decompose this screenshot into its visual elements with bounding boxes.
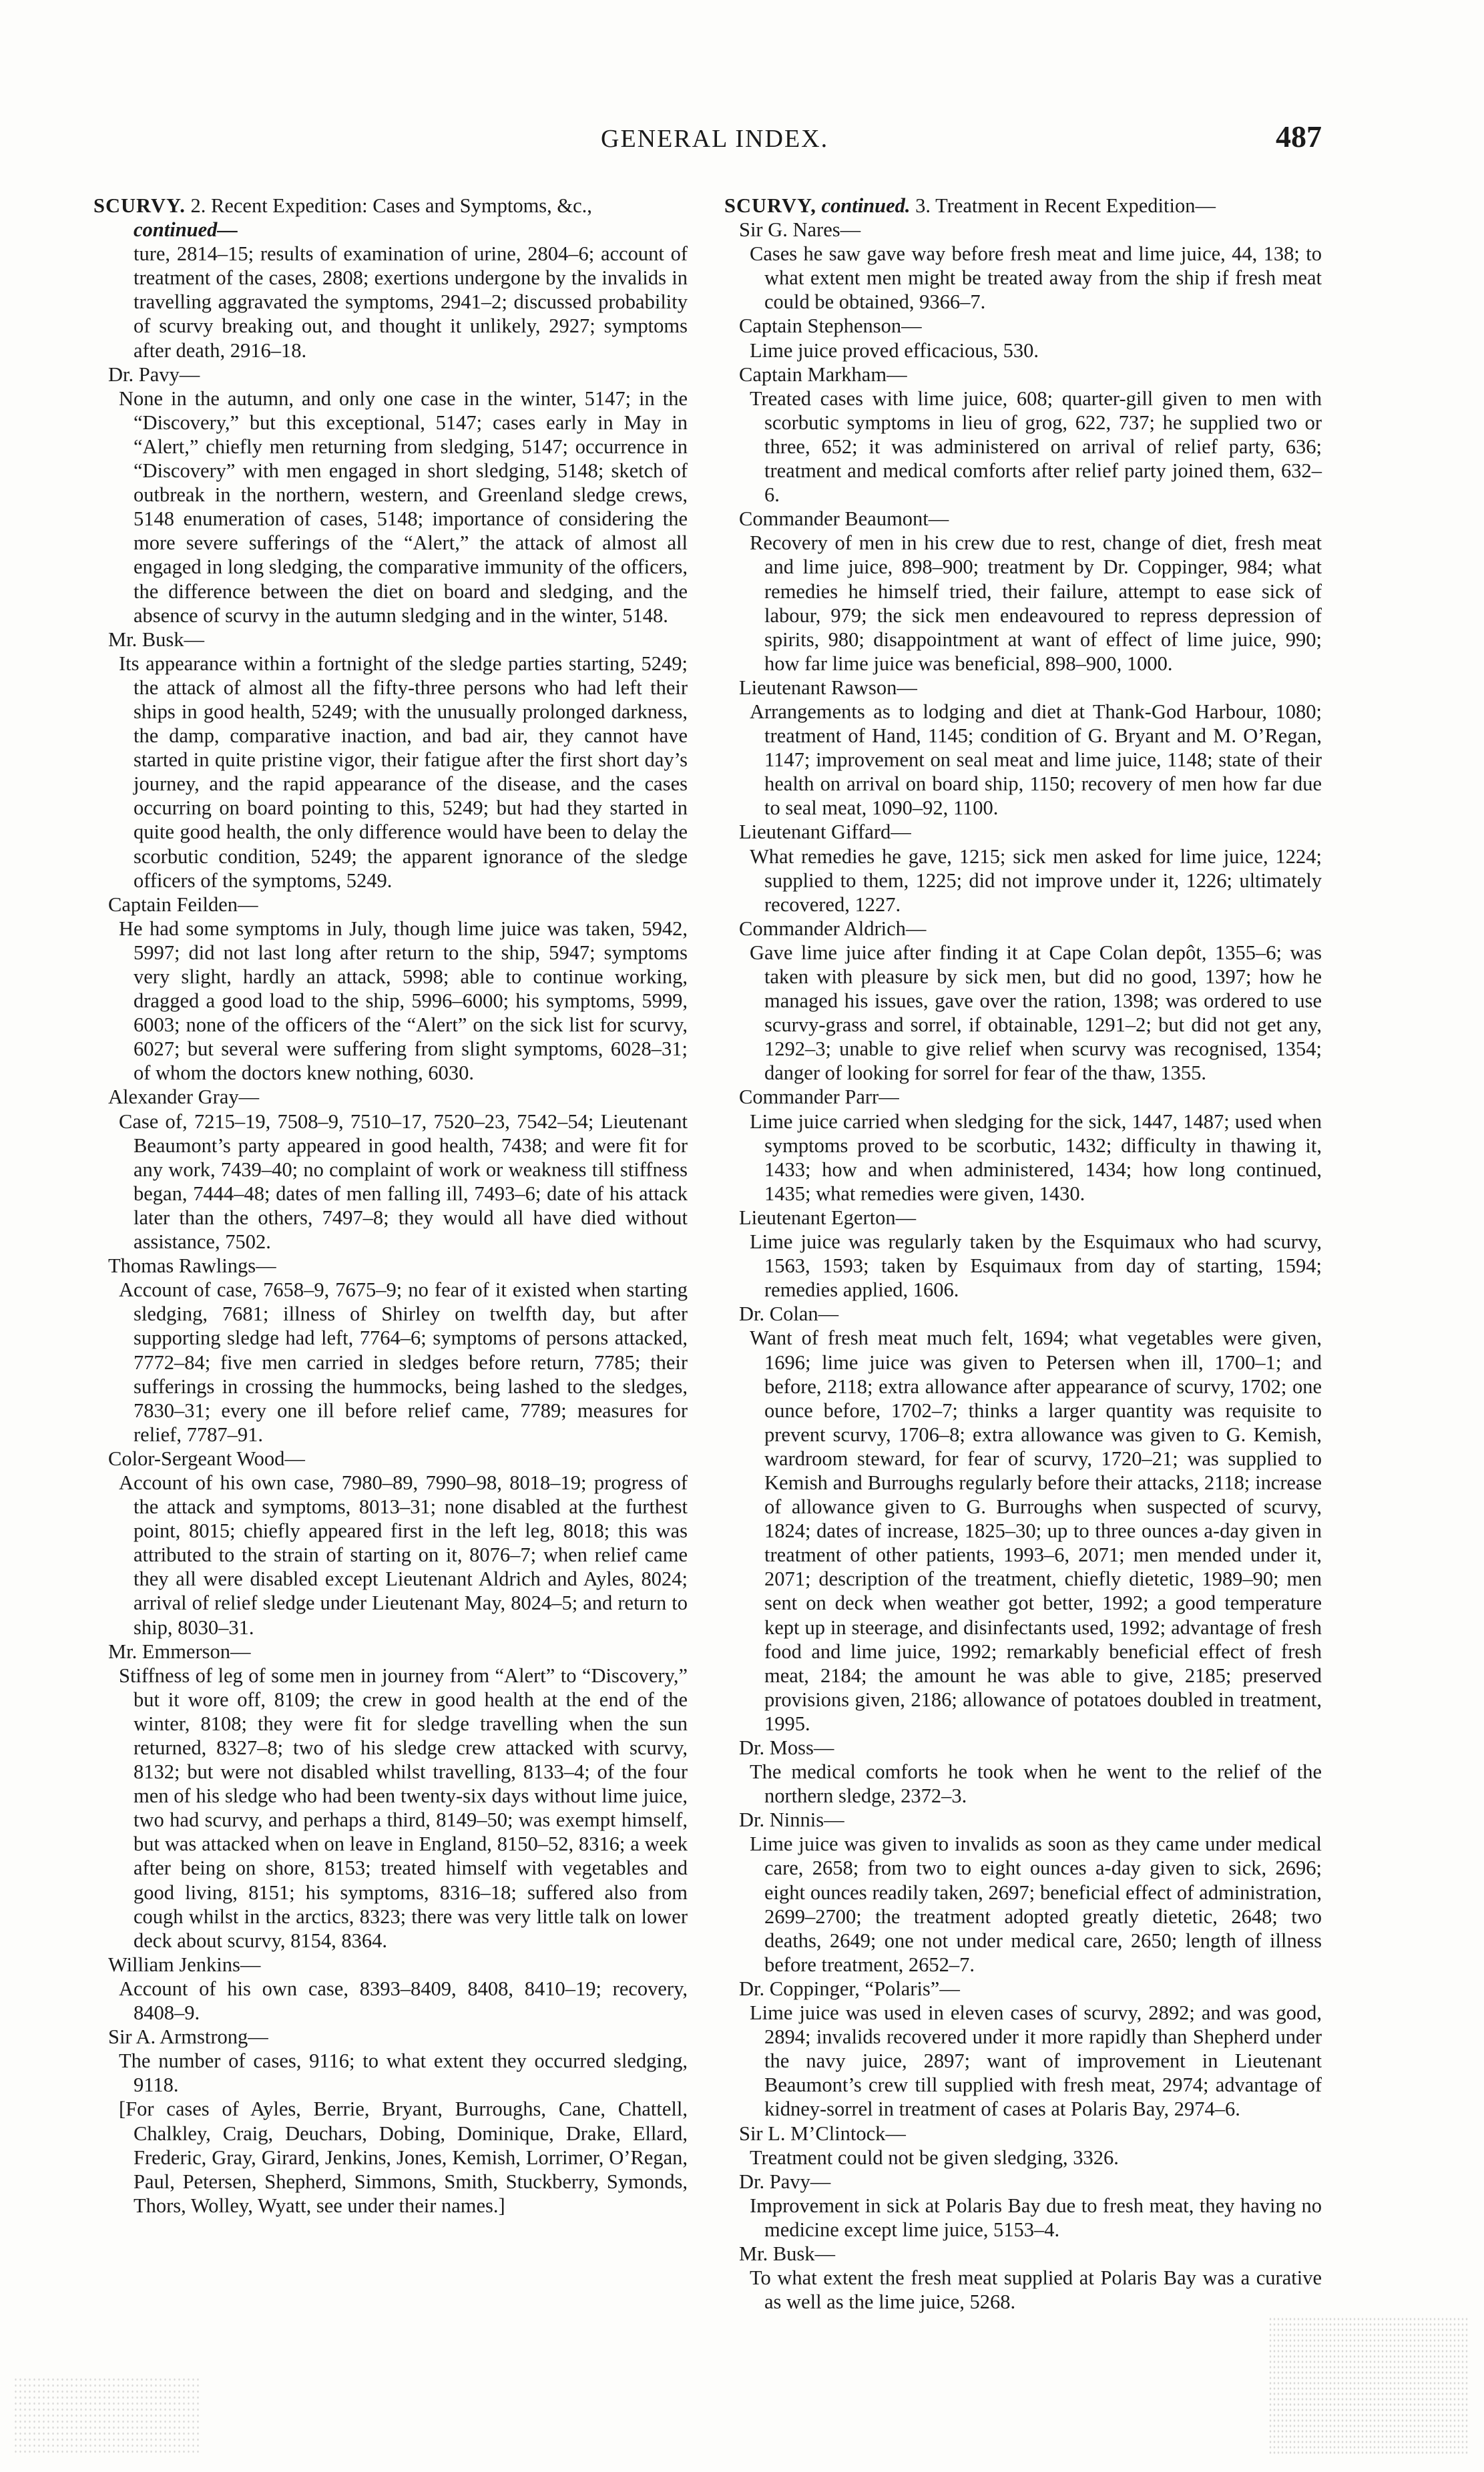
- index-entry: [724, 917, 1322, 1085]
- entry-witness: Sir L. M’Clintock—: [739, 2122, 906, 2145]
- index-entry: [724, 507, 1322, 676]
- entry-text: Account of his own case, 7980–89, 7990–98, 8018–19; progress of the attack and symptoms, 8013–31; none disabled at the furthest point, 8015; chiefly appeared first in the left leg, 8018; this was attributed to the strain of starting on it, 8076–7; when relief came they all were disabled except Lieutenant Aldrich and Ayles, 8024; arrival of relief sledge under Lieutenant May, 8024–5; and return to ship, 8030–31.: [119, 1471, 688, 1639]
- heading-subject: 2. Recent Expedition: Cases and Symptoms, &c.,: [185, 194, 592, 217]
- index-entry: [724, 314, 1322, 362]
- entry-witness: Dr. Coppinger, “Polaris”—: [739, 1977, 960, 2000]
- entry-text: Cases he saw gave way before fresh meat and lime juice, 44, 138; to what extent men might be treated away from the ship if fresh meat could be obtained, 9366–7.: [750, 242, 1322, 314]
- index-entry: [93, 1640, 688, 1953]
- index-entry: [724, 1206, 1322, 1302]
- entry-witness: Mr. Busk—: [108, 628, 205, 651]
- entry-witness: Thomas Rawlings—: [108, 1254, 276, 1278]
- index-entry: [724, 1977, 1322, 2122]
- entry-witness: Lieutenant Giffard—: [739, 820, 911, 844]
- index-entry: [724, 2170, 1322, 2242]
- entry-text: Its appearance within a fortnight of the sledge parties starting, 5249; the attack of almost all the fifty-three persons who had left their ships in good health, 5249; with the unusually prolonged darkness, the damp, comparative inaction, and bad air, they cannot have started in quite pristine vigor, their fatigue after the first short day’s journey, and the rapid appearance of the disease, and the cases occurring on board pointing to this, 5249; but had they started in quite good health, the only difference would have been to delay the scorbutic condition, 5249; the apparent ignorance of the sledge officers of the symptoms, 5249.: [119, 652, 688, 892]
- section-heading: [724, 194, 1322, 218]
- index-entry: [93, 2025, 688, 2097]
- index-entry: [724, 1736, 1322, 1808]
- entry-text: Want of fresh meat much felt, 1694; what vegetables were given, 1696; lime juice was given to Petersen when ill, 1700–1; and before, 2118; extra allowance after appearance of scurvy, 1702; one ounce before, 1702–7; thinks a larger quantity was requisite to prevent scurvy, 1706–8; extra allowance was given to G. Kemish, wardroom steward, for fear of scurvy, 1720–21; was supplied to Kemish and Burroughs regularly before their attacks, 2118; increase of allowance given to G. Burroughs when suspected of scurvy, 1824; dates of increase, 1825–30; up to three ounces a-day given in treatment of other patients, 1993–6, 2071; men mended under it, 2071; description of the treatment, chiefly dietetic, 1989–90; men sent on deck when weather got better, 1992; a good temperature kept up in steerage, and disinfectants used, 1992; advantage of fresh food and lime juice, 1992; remarkably beneficial effect of fresh meat, 2184; the amount he was able to give, 2185; preserved provisions given, 2186; allowance of potatoes doubled in treatment, 1995.: [750, 1326, 1322, 1735]
- entry-witness: Captain Markham—: [739, 362, 907, 386]
- heading-continued: continued.: [821, 194, 911, 217]
- entry-text: Lime juice was regularly taken by the Esquimaux who had scurvy, 1563, 1593; taken by Esquimaux from day of starting, 1594; remedies applied, 1606.: [750, 1230, 1322, 1302]
- index-entry: [93, 1254, 688, 1447]
- entry-witness: Captain Stephenson—: [739, 314, 922, 338]
- entry-witness: Sir A. Armstrong—: [108, 2025, 268, 2049]
- entry-witness: Dr. Colan—: [739, 1302, 839, 1326]
- entry-text: Account of his own case, 8393–8409, 8408, 8410–19; recovery, 8408–9.: [119, 1977, 688, 2025]
- page-number: 487: [1276, 119, 1322, 154]
- entry-text: He had some symptoms in July, though lime juice was taken, 5942, 5997; did not last long after return to the ship, 5947; symptoms very slight, hardly an attack, 5998; able to continue working, dragged a good load to the ship, 5996–6000; his symptoms, 5999, 6003; none of the officers of the “Alert” on the sick list for scurvy, 6027; but several were suffering from slight symptoms, 6028–31; of whom the doctors knew nothing, 6030.: [119, 917, 688, 1085]
- heading-word: SCURVY.: [93, 194, 186, 217]
- left-column: [93, 194, 688, 2218]
- index-entry: [93, 1447, 688, 1640]
- entry-witness: Color-Sergeant Wood—: [108, 1447, 305, 1470]
- entry-witness: Dr. Moss—: [739, 1736, 834, 1759]
- index-entry: [93, 1085, 688, 1254]
- entry-text: Lime juice was used in eleven cases of scurvy, 2892; and was good, 2894; invalids recovered under it more rapidly than Shepherd under the navy juice, 2897; want of improvement in Lieutenant Beaumont’s crew till supplied with fresh meat, 2974; advantage of kidney-sorrel in treatment of cases at Polaris Bay, 2974–6.: [750, 2001, 1322, 2121]
- index-entry: [724, 1085, 1322, 1205]
- scan-noise-right: [1268, 2316, 1469, 2457]
- entry-witness: Dr. Ninnis—: [739, 1808, 844, 1832]
- entry-text: The medical comforts he took when he went to the relief of the northern sledge, 2372–3.: [750, 1760, 1322, 1808]
- page-header: [93, 119, 1322, 171]
- index-entry: [724, 1808, 1322, 1977]
- entry-text: Arrangements as to lodging and diet at Thank-God Harbour, 1080; treatment of Hand, 1145; condition of G. Bryant and M. O’Regan, 1147; improvement on seal meat and lime juice, 1148; state of their health on arrival on board ship, 1150; recovery of men how far due to seal meat, 1090–92, 1100.: [750, 700, 1322, 820]
- entry-witness: Captain Feilden—: [108, 893, 258, 916]
- entry-witness: Commander Parr—: [739, 1085, 899, 1109]
- section-heading: [93, 194, 688, 218]
- entry-text: What remedies he gave, 1215; sick men asked for lime juice, 1224; supplied to them, 1225; did not improve under it, 1226; ultimately recovered, 1227.: [750, 844, 1322, 916]
- continued-text: ture, 2814–15; results of examination of urine, 2804–6; account of treatment of the cases, 2808; exertions undergone by the invalids in travelling aggravated the symptoms, 2941–2; discussed probability of scurvy breaking out, and thought it unlikely, 2927; symptoms after death, 2916–18.: [134, 242, 688, 362]
- index-entry: [724, 676, 1322, 820]
- index-entry: [93, 628, 688, 893]
- index-entry: [724, 362, 1322, 507]
- entry-witness: Dr. Pavy—: [108, 362, 200, 386]
- entry-witness: Sir G. Nares—: [739, 218, 861, 242]
- entry-text: To what extent the fresh meat supplied at Polaris Bay was a curative as well as the lime juice, 5268.: [750, 2266, 1322, 2314]
- heading-continued-line: [134, 218, 688, 242]
- index-entry: [724, 2242, 1322, 2314]
- entry-text: Lime juice was given to invalids as soon as they came under medical care, 2658; from two to eight ounces a-day given to sick, 2696; eight ounces readily taken, 2697; beneficial effect of administration, 2699–2700; the treatment adopted greatly dietetic, 2648; two deaths, 2649; one not under medical care, 2650; length of illness before treatment, 2652–7.: [750, 1832, 1322, 1976]
- cross-reference: [For cases of Ayles, Berrie, Bryant, Burroughs, Cane, Chattell, Chalkley, Craig, Deuchars, Dobing, Dominique, Drake, Ellard, Frederic, Gray, Girard, Jenkins, Jones, Kemish, Lorrimer, O’Regan, Paul, Petersen, Shepherd, Simmons, Smith, Stuckberry, Symonds, Thors, Wolley, Wyatt, see under their names.]: [119, 2097, 688, 2217]
- entry-witness: Alexander Gray—: [108, 1085, 260, 1109]
- entry-witness: Mr. Emmerson—: [108, 1640, 251, 1663]
- right-column: [724, 194, 1322, 2314]
- index-entry: [724, 2122, 1322, 2170]
- entry-witness: Commander Aldrich—: [739, 917, 927, 940]
- entry-text: Improvement in sick at Polaris Bay due to fresh meat, they having no medicine except lime juice, 5153–4.: [750, 2194, 1322, 2241]
- index-entry: [724, 1302, 1322, 1736]
- entry-text: Treatment could not be given sledging, 3326.: [750, 2146, 1119, 2169]
- entry-text: Account of case, 7658–9, 7675–9; no fear of it existed when starting sledging, 7681; illness of Shirley on twelfth day, but after supporting sledge had left, 7764–6; symptoms of persons attacked, 7772–84; five men carried in sledges before return, 7785; their sufferings in crossing the hummocks, being lashed to the sledges, 7830–31; every one ill before relief came, 7789; measures for relief, 7787–91.: [119, 1278, 688, 1446]
- entry-text: Recovery of men in his crew due to rest, change of diet, fresh meat and lime juice, 898–900; treatment by Dr. Coppinger, 984; what remedies he himself tried, their failure, attempt to ease sick of labour, 979; the sick men endeavoured to repress depression of spirits, 980; disappointment at want of effect of lime juice, 990; how far lime juice was beneficial, 898–900, 1000.: [750, 531, 1322, 675]
- index-entry: [724, 820, 1322, 916]
- heading-word: SCURVY,: [724, 194, 816, 217]
- entry-witness: Lieutenant Egerton—: [739, 1206, 917, 1229]
- entry-text: Lime juice proved efficacious, 530.: [750, 338, 1039, 362]
- entry-text: Stiffness of leg of some men in journey from “Alert” to “Discovery,” but it wore off, 8109; the crew in good health at the end of the winter, 8108; they were fit for sledge travelling when the sun returned, 8327–8; two of his sledge crew attacked with scurvy, 8132; but were not disabled whilst travelling, 8133–4; of the four men of his sledge who had been twenty-six days without lime juice, two had scurvy, and perhaps a third, 8149–50; was exempt himself, but was attacked when on leave in England, 8150–52, 8316; a week after being on shore, 8153; treated himself with vegetables and good living, 8151; his symptoms, 8316–18; suffered also from cough whilst in the arctics, 8323; there was very little talk on lower deck about scurvy, 8154, 8364.: [119, 1664, 688, 1952]
- index-entry: [93, 893, 688, 1085]
- entry-witness: Dr. Pavy—: [739, 2170, 831, 2193]
- entry-witness: Lieutenant Rawson—: [739, 676, 917, 699]
- entry-witness: Commander Beaumont—: [739, 507, 949, 531]
- index-entry: [724, 218, 1322, 314]
- heading-subject: 3. Treatment in Recent Expedition—: [910, 194, 1216, 217]
- entry-text: Gave lime juice after finding it at Cape Colan depôt, 1355–6; was taken with pleasure by sick men, but did no good, 1397; how he managed his issues, gave over the ration, 1398; was ordered to use scurvy-grass and sorrel, if obtainable, 1291–2; but did not get any, 1292–3; unable to give relief when scurvy was recognised, 1354; danger of looking for sorrel for fear of the thaw, 1355.: [750, 941, 1322, 1085]
- entry-text: Case of, 7215–19, 7508–9, 7510–17, 7520–23, 7542–54; Lieutenant Beaumont’s party appeared in good health, 7438; and were fit for any work, 7439–40; no complaint of work or weakness till stiffness began, 7444–48; dates of men falling ill, 7493–6; date of his attack later than the others, 7497–8; they would all have died without assistance, 7502.: [119, 1109, 688, 1254]
- index-entry: [93, 362, 688, 628]
- entry-text: The number of cases, 9116; to what extent they occurred sledging, 9118.: [119, 2049, 688, 2097]
- entry-text: Treated cases with lime juice, 608; quarter-gill given to men with scorbutic symptoms in lieu of grog, 622, 737; he supplied two or three, 652; it was administered on arrival of relief party, 636; treatment and medical comforts after relief party joined them, 632–6.: [750, 387, 1322, 507]
- entry-text: None in the autumn, and only one case in the winter, 5147; in the “Discovery,” but this exceptional, 5147; cases early in May in “Alert,” chiefly men returning from sledging, 5147; occurrence in “Discovery” with men engaged in short sledging, 5148; sketch of outbreak in the northern, western, and Greenland sledge crews, 5148 enumeration of cases, 5148; importance of considering the more severe sufferings of the “Alert,” the attack of almost all engaged in long sledging, the comparative immunity of the officers, the difference between the diet on board and sledging, and the absence of scurvy in the autumn sledging and in the winter, 5148.: [119, 387, 688, 627]
- entry-witness: William Jenkins—: [108, 1953, 261, 1976]
- heading-continued: continued—: [134, 218, 238, 242]
- entry-witness: Mr. Busk—: [739, 2242, 836, 2265]
- running-title: GENERAL INDEX.: [601, 125, 829, 153]
- scan-noise-left: [13, 2377, 200, 2457]
- index-entry: [93, 1953, 688, 2025]
- entry-text: Lime juice carried when sledging for the sick, 1447, 1487; used when symptoms proved to be scorbutic, 1432; difficulty in thawing it, 1433; how and when administered, 1434; how long continued, 1435; what remedies were given, 1430.: [750, 1109, 1322, 1205]
